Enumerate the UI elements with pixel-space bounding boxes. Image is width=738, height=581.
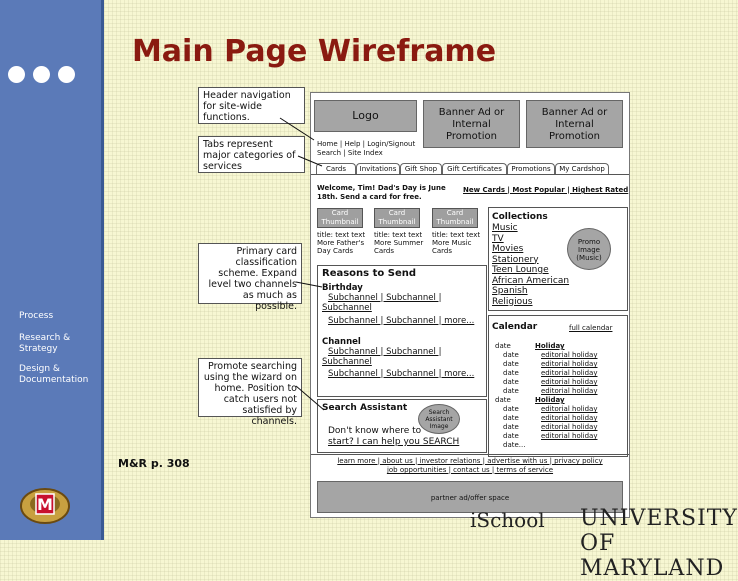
annotation-header-nav: Header navigation for site-wide functions.	[198, 87, 305, 124]
banner-ad-2-label: Banner Ad or Internal Promotion	[541, 107, 608, 142]
footer-links-row1[interactable]: learn more | about us | investor relations | advertise with us | privacy policy	[337, 457, 603, 465]
calendar-date: date...	[503, 441, 526, 449]
annotation-tabs: Tabs represent major categories of services	[198, 136, 305, 173]
calendar-holiday[interactable]: editorial holiday	[541, 360, 598, 368]
tab-invitations[interactable]: Invitations	[356, 163, 400, 175]
search-image-label: Search Assistant Image	[425, 409, 453, 430]
banner-ad-1-label: Banner Ad or Internal Promotion	[438, 107, 505, 142]
connector-primary	[296, 282, 322, 287]
tab-my-cardshop[interactable]: My Cardshop	[555, 163, 609, 175]
calendar-title: Calendar	[492, 322, 538, 332]
tab-promotions[interactable]: Promotions	[507, 163, 555, 175]
search-prompt-line1: Don't know where to	[328, 426, 422, 436]
calendar-holiday[interactable]: Holiday	[535, 342, 565, 350]
calendar-holiday[interactable]: editorial holiday	[541, 351, 598, 359]
ischool-logo: iSchool	[470, 508, 545, 532]
calendar-date: date	[503, 387, 519, 395]
calendar-date: date	[503, 378, 519, 386]
calendar-date: date	[503, 369, 519, 377]
header-links-secondary[interactable]: Search | Site Index	[317, 149, 383, 157]
connector-tabs	[298, 156, 322, 166]
collection-item[interactable]: TV	[492, 233, 504, 244]
card-sort-links[interactable]: New Cards | Most Popular | Highest Rated	[463, 186, 629, 194]
channel-more-links[interactable]: Subchannel | Subchannel | more...	[328, 369, 475, 379]
full-calendar-link[interactable]: full calendar	[569, 324, 613, 332]
connector-header-nav	[280, 118, 314, 140]
channel-label: Channel	[322, 337, 361, 347]
calendar-date: date	[495, 396, 511, 404]
annotation-promote: Promote searching using the wizard on home. Position to catch users not satisfied by channels.	[198, 358, 302, 417]
logo-label: Logo	[352, 109, 379, 122]
calendar-holiday[interactable]: editorial holiday	[541, 423, 598, 431]
sidebar-item-process[interactable]: Process	[19, 311, 54, 321]
search-link[interactable]: start? I can help you SEARCH	[328, 437, 460, 447]
calendar-date: date	[503, 414, 519, 422]
calendar-date: date	[503, 360, 519, 368]
collections-title: Collections	[492, 212, 548, 222]
card-caption-3[interactable]: title: text text More Music Cards	[432, 231, 481, 255]
birthday-subchannel-links[interactable]: Subchannel | Subchannel |	[328, 293, 442, 303]
card-caption-1[interactable]: title: text text More Father's Day Cards	[317, 231, 366, 255]
sidebar-item-research[interactable]: Research & Strategy	[19, 333, 71, 354]
calendar-holiday[interactable]: editorial holiday	[541, 369, 598, 377]
reference-note: M&R p. 308	[118, 457, 190, 470]
calendar-date: date	[503, 351, 519, 359]
svg-text:M: M	[37, 495, 53, 514]
calendar-date: date	[503, 432, 519, 440]
calendar-holiday[interactable]: Holiday	[535, 396, 565, 404]
tab-cards[interactable]: Cards	[316, 163, 356, 175]
annotation-primary: Primary card classification scheme. Expand level two channels as much as possible.	[198, 243, 302, 304]
calendar-holiday[interactable]: editorial holiday	[541, 387, 598, 395]
calendar-date: date	[503, 423, 519, 431]
connector-promote	[296, 386, 324, 410]
calendar-date: date	[503, 405, 519, 413]
calendar-holiday[interactable]: editorial holiday	[541, 405, 598, 413]
tab-gift-certificates[interactable]: Gift Certificates	[442, 163, 507, 175]
collection-item[interactable]: African American	[492, 275, 570, 286]
collection-item[interactable]: Religious	[492, 296, 533, 307]
slide-title: Main Page Wireframe	[131, 34, 497, 69]
calendar-holiday[interactable]: editorial holiday	[541, 414, 598, 422]
birthday-label: Birthday	[322, 283, 363, 293]
university-logo: UNIVERSITY OF MARYLAND	[580, 506, 738, 581]
collection-item[interactable]: Spanish	[492, 286, 528, 296]
birthday-more-links[interactable]: Subchannel | Subchannel | more...	[328, 316, 475, 326]
calendar-holiday[interactable]: editorial holiday	[541, 432, 598, 440]
sidebar-item-design[interactable]: Design & Documentation	[19, 364, 89, 385]
collection-item[interactable]: Movies	[492, 244, 524, 254]
card-thumbnail-1[interactable]: Card Thumbnail	[317, 208, 363, 228]
channel-subchannel-links[interactable]: Subchannel | Subchannel |	[328, 347, 442, 357]
collection-item[interactable]: Music	[492, 223, 518, 233]
card-caption-2[interactable]: title: text text More Summer Cards	[374, 231, 424, 255]
welcome-message: Welcome, Tim! Dad's Day is June 18th. Send a card for free.	[317, 184, 446, 201]
collection-item[interactable]: Teen Lounge	[492, 265, 549, 275]
channel-subchannel-link[interactable]: Subchannel	[322, 357, 372, 367]
card-thumbnail-2[interactable]: Card Thumbnail	[374, 208, 420, 228]
calendar-holiday[interactable]: editorial holiday	[541, 378, 598, 386]
promo-image-label: Promo Image (Music)	[576, 238, 602, 262]
header-links-primary[interactable]: Home | Help | Login/Signout	[317, 140, 416, 148]
partner-ad-label: partner ad/offer space	[430, 494, 510, 502]
footer-links-row2[interactable]: job opportunities | contact us | terms of service	[386, 466, 554, 474]
calendar-date: date	[495, 342, 511, 350]
collection-item[interactable]: Stationery	[492, 254, 539, 265]
search-assistant-title: Search Assistant	[322, 403, 408, 413]
card-thumbnail-3[interactable]: Card Thumbnail	[432, 208, 478, 228]
reasons-title: Reasons to Send	[322, 268, 416, 279]
birthday-subchannel-link[interactable]: Subchannel	[322, 303, 372, 313]
tab-gift-shop[interactable]: Gift Shop	[400, 163, 442, 175]
